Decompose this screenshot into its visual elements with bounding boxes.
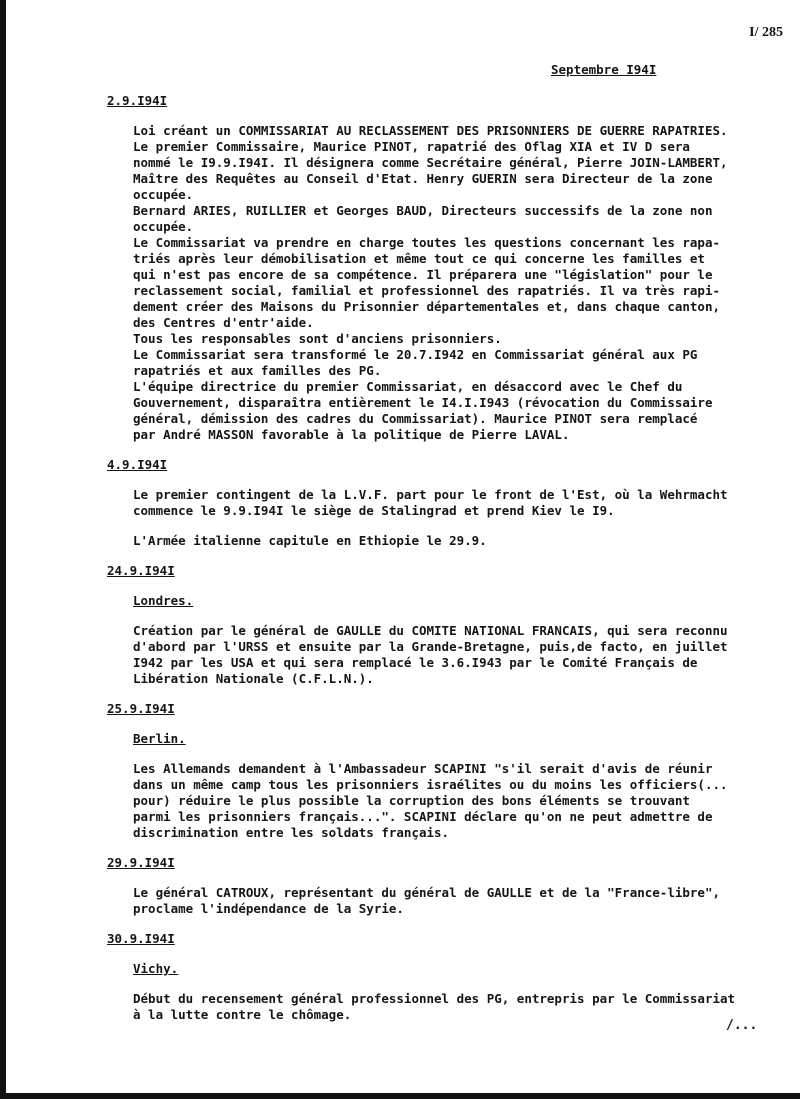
- entry-text: Le premier contingent de la L.V.F. part pour le front de l'Est, où la Wehrmacht commence le 9.9.I94I le siège de Stalingrad et prend Kiev le I9.: [133, 487, 728, 518]
- entry-date: 24.9.I94I: [107, 563, 175, 578]
- entry-29-9-1941: [0, 855, 800, 917]
- entry-4-9-1941: [0, 457, 800, 549]
- entry-25-9-1941: [0, 701, 800, 841]
- entry-date: 30.9.I94I: [107, 931, 175, 946]
- entry-date: 2.9.I94I: [107, 93, 168, 108]
- entry-text-secondary: L'Armée italienne capitule en Ethiopie le 29.9.: [133, 533, 487, 548]
- entry-date: 4.9.I94I: [107, 457, 168, 472]
- entry-24-9-1941: [0, 563, 800, 687]
- page-number: I/ 285: [749, 25, 783, 40]
- entry-date: 25.9.I94I: [107, 701, 175, 716]
- entry-text: Création par le général de GAULLE du COMITE NATIONAL FRANCAIS, qui sera reconnu d'abord par l'URSS et ensuite par la Grande-Bretagne, puis,de facto, en juillet I942 par les USA et qui sera remplacé le 3.6.I943 par le Comité Français de Libération Nationale (C.F.L.N.).: [133, 623, 728, 686]
- entry-30-9-1941: [0, 931, 800, 1023]
- entry-text: Les Allemands demandent à l'Ambassadeur SCAPINI "s'il serait d'avis de réunir dans un même camp tous les prisonniers israélites ou du moins les officiers(... pour) réduire le plus possible la corruption des bons éléments se trouvant parmi les prisonniers français...". SCAPINI déclare qu'on ne peut admettre de discrimination entre les soldats français.: [133, 761, 728, 840]
- entries-list: [0, 93, 800, 1023]
- entry-date: 29.9.I94I: [107, 855, 175, 870]
- entry-place: Berlin.: [133, 731, 186, 746]
- entry-text: Loi créant un COMMISSARIAT AU RECLASSEMENT DES PRISONNIERS DE GUERRE RAPATRIES. Le premier Commissaire, Maurice PINOT, rapatrié des Oflag XIA et IV D sera nommé le I9.9.I94I. Il désignera comme Secrétaire général, Pierre JOIN-LAMBERT, Maître des Requêtes au Conseil d'Etat. Henry GUERIN sera Directeur de la zone occupée. Bernard ARIES, RUILLIER et Georges BAUD, Directeurs successifs de la zone non occupée. Le Commissariat va prendre en charge toutes les questions concernant les rapa- triés après leur démobilisation et même tout ce qui concerne les familles et qui n'est pas encore de sa compétence. Il préparera une "législation" pour le reclassement social, familial et professionnel des rapatriés. Il va très rapi- dement créer des Maisons du Prisonnier départementales et, dans chaque canton, des Centres d'entr'aide. Tous les responsables sont d'anciens prisonniers. Le Commissariat sera transformé le 20.7.I942 en Commissariat général aux PG rapatriés et aux familles des PG. L'équipe directrice du premier Commissariat, en désaccord avec le Chef du Gouvernement, disparaîtra entièrement le I4.I.I943 (révocation du Commissaire général, démission des cadres du Commissariat). Maurice PINOT sera remplacé par André MASSON favorable à la politique de Pierre LAVAL.: [133, 123, 728, 442]
- continuation-mark: /...: [726, 1018, 758, 1033]
- entry-text: Le général CATROUX, représentant du général de GAULLE et de la "France-libre", proclame l'indépendance de la Syrie.: [133, 885, 720, 916]
- month-heading: Septembre I94I: [551, 62, 657, 77]
- entry-2-9-1941: [0, 93, 800, 443]
- entry-place: Londres.: [133, 593, 194, 608]
- entry-place: Vichy.: [133, 961, 179, 976]
- scan-border-bottom: [0, 1093, 800, 1099]
- entry-text: Début du recensement général professionnel des PG, entrepris par le Commissariat à la lutte contre le chômage.: [133, 991, 736, 1022]
